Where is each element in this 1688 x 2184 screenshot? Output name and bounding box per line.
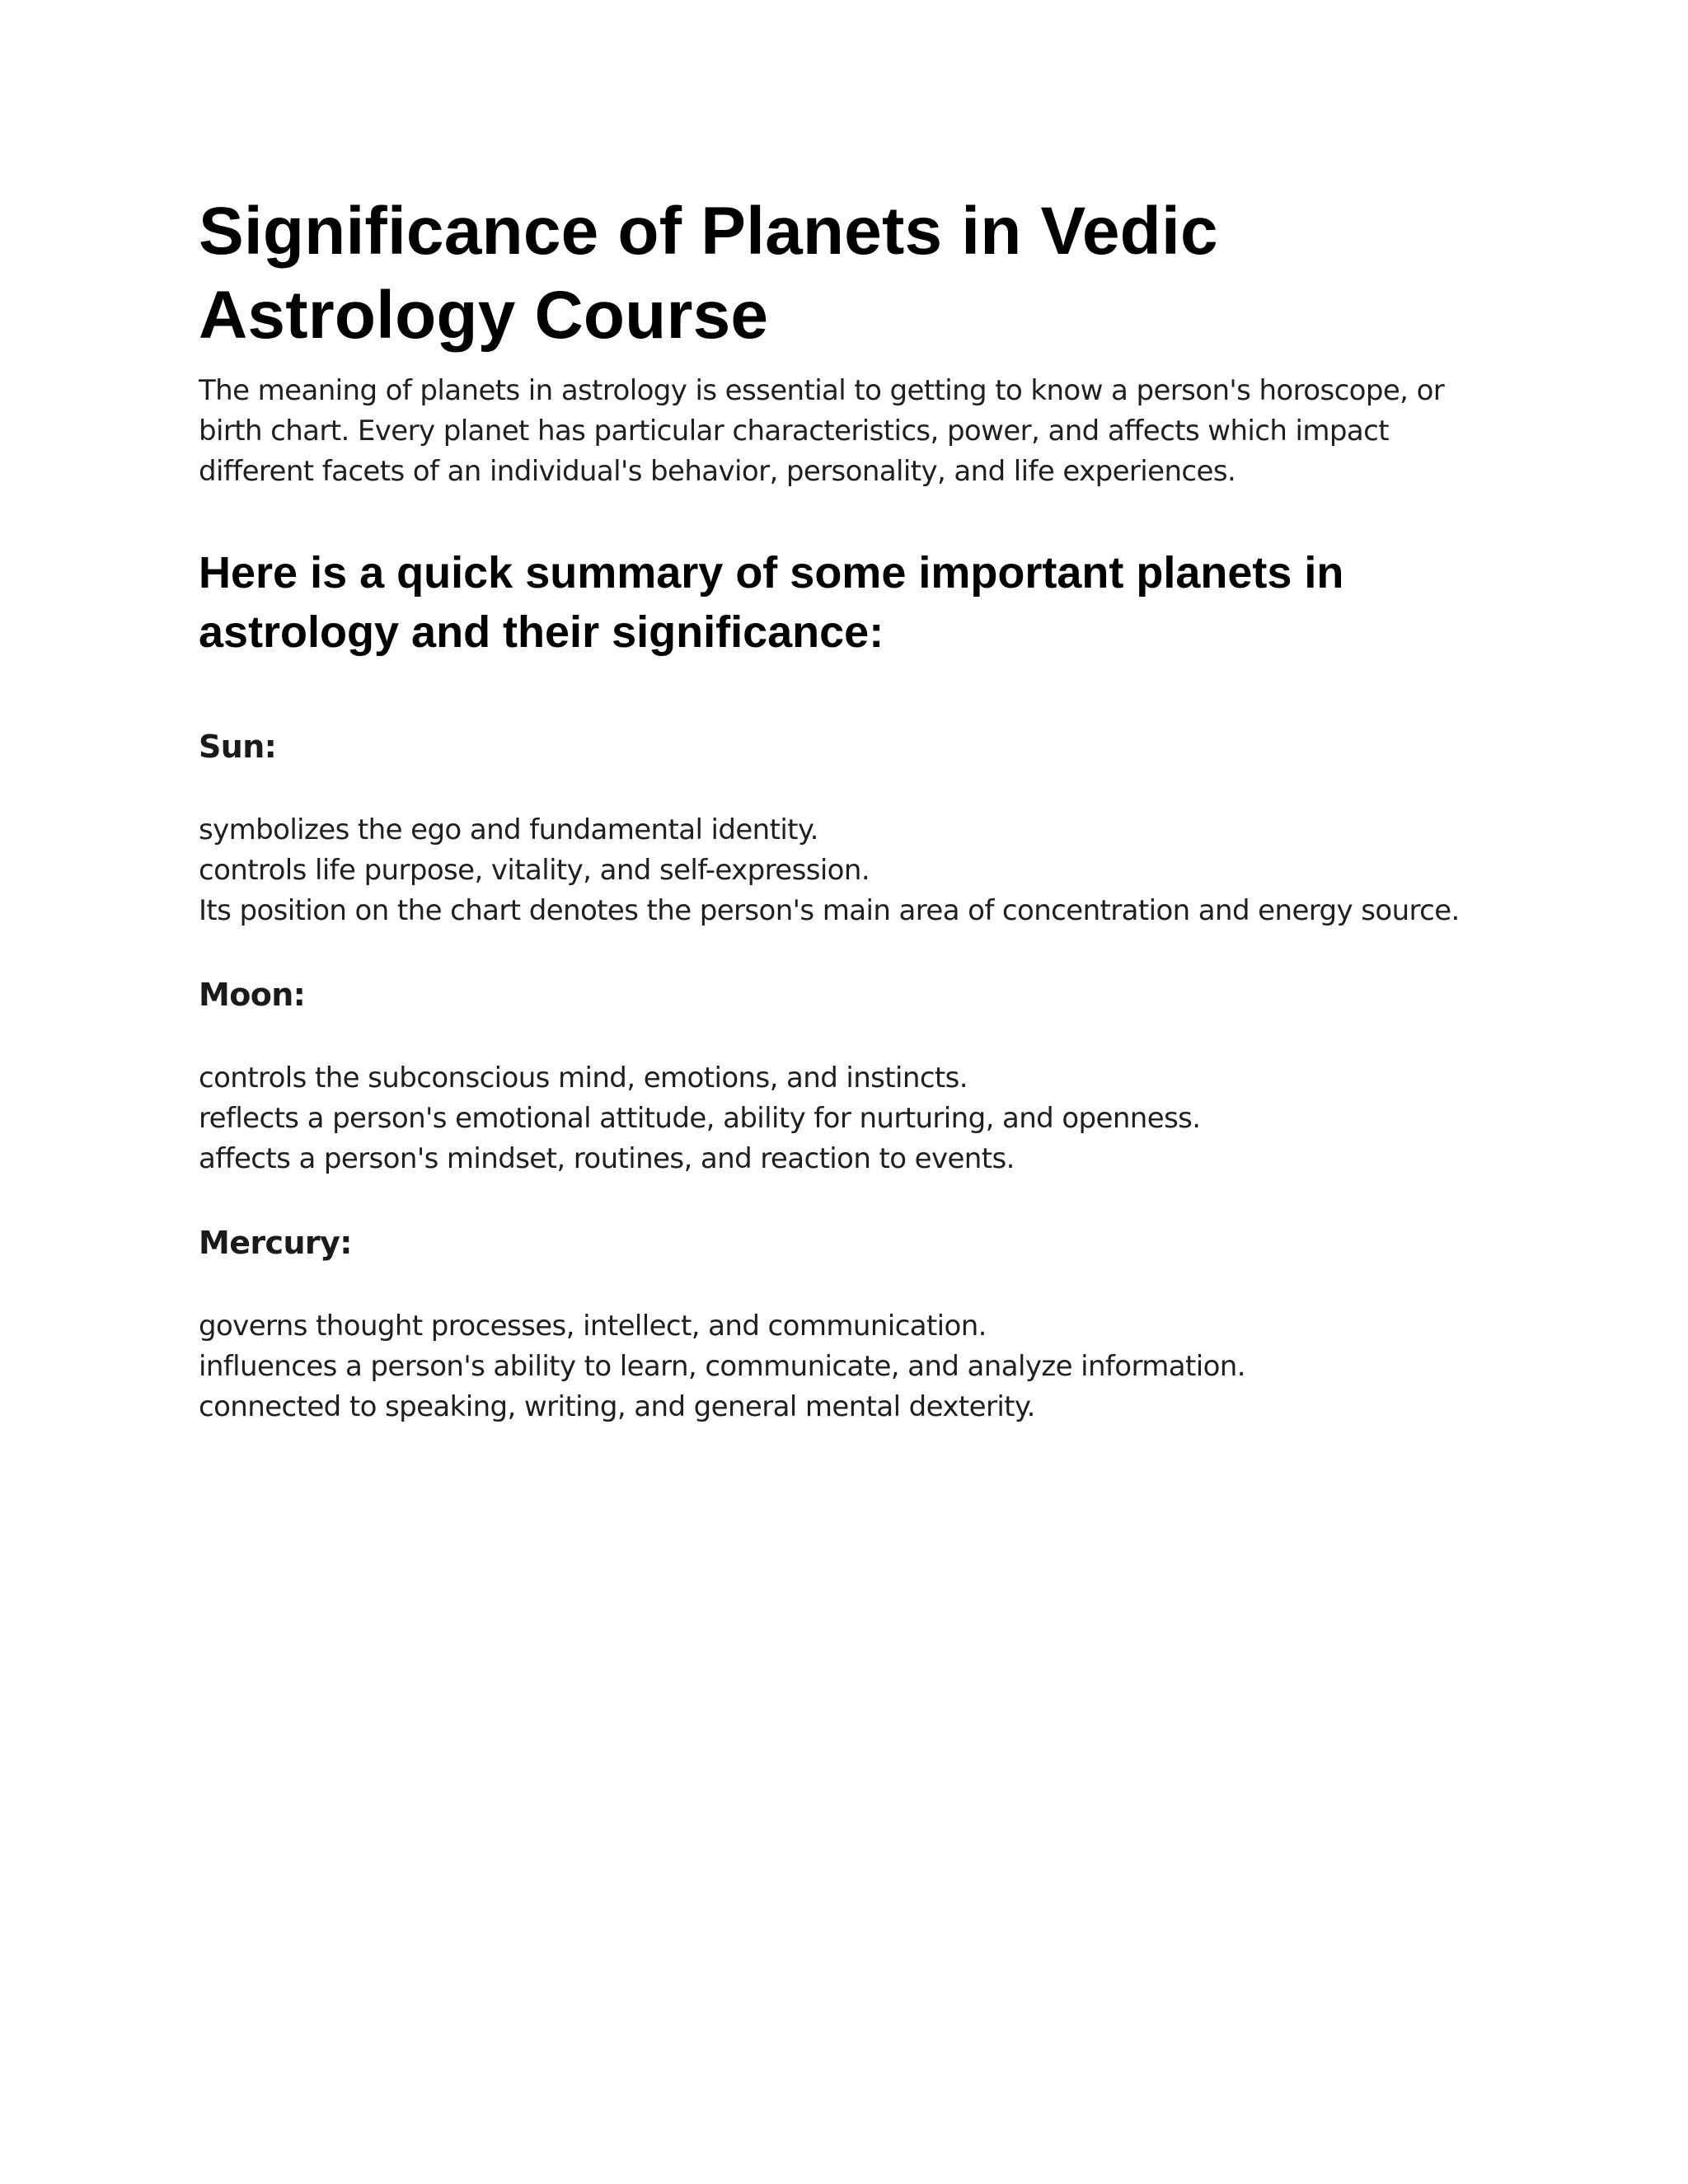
- planet-section-sun: [199, 724, 1501, 931]
- planet-heading-sun: Sun:: [199, 729, 277, 765]
- planet-section-mercury: [199, 1221, 1501, 1427]
- section-heading: Here is a quick summary of some important planets in astrology and their significance:: [199, 548, 1344, 657]
- planet-line: controls the subconscious mind, emotions, and instincts.: [199, 1062, 968, 1094]
- planet-line: symbolizes the ego and fundamental identity.: [199, 813, 818, 846]
- planet-heading-moon: Moon:: [199, 977, 306, 1013]
- document-content: [199, 190, 1501, 1427]
- planet-line: Its position on the chart denotes the person's main area of concentration and energy source.: [199, 894, 1460, 927]
- intro-paragraph: The meaning of planets in astrology is essential to getting to know a person's horoscope, or birth chart. Every planet has particular characteristics, power, and affects which impact different facets of an individual's behavior, personality, and life experiences.: [199, 374, 1445, 488]
- planet-line: influences a person's ability to learn, communicate, and analyze information.: [199, 1350, 1245, 1383]
- planet-section-moon: [199, 972, 1501, 1179]
- planet-line: controls life purpose, vitality, and self-expression.: [199, 854, 870, 887]
- planet-line: affects a person's mindset, routines, and reaction to events.: [199, 1142, 1015, 1175]
- planet-line: reflects a person's emotional attitude, ability for nurturing, and openness.: [199, 1102, 1201, 1135]
- planet-line: governs thought processes, intellect, and communication.: [199, 1310, 987, 1343]
- planet-list-mercury: [199, 1306, 1501, 1427]
- planet-heading-mercury: Mercury:: [199, 1225, 352, 1261]
- planet-list-moon: [199, 1058, 1501, 1179]
- planet-list-sun: [199, 810, 1501, 931]
- page-title: Significance of Planets in Vedic Astrology Course: [199, 194, 1218, 353]
- planet-line: connected to speaking, writing, and general mental dexterity.: [199, 1390, 1035, 1423]
